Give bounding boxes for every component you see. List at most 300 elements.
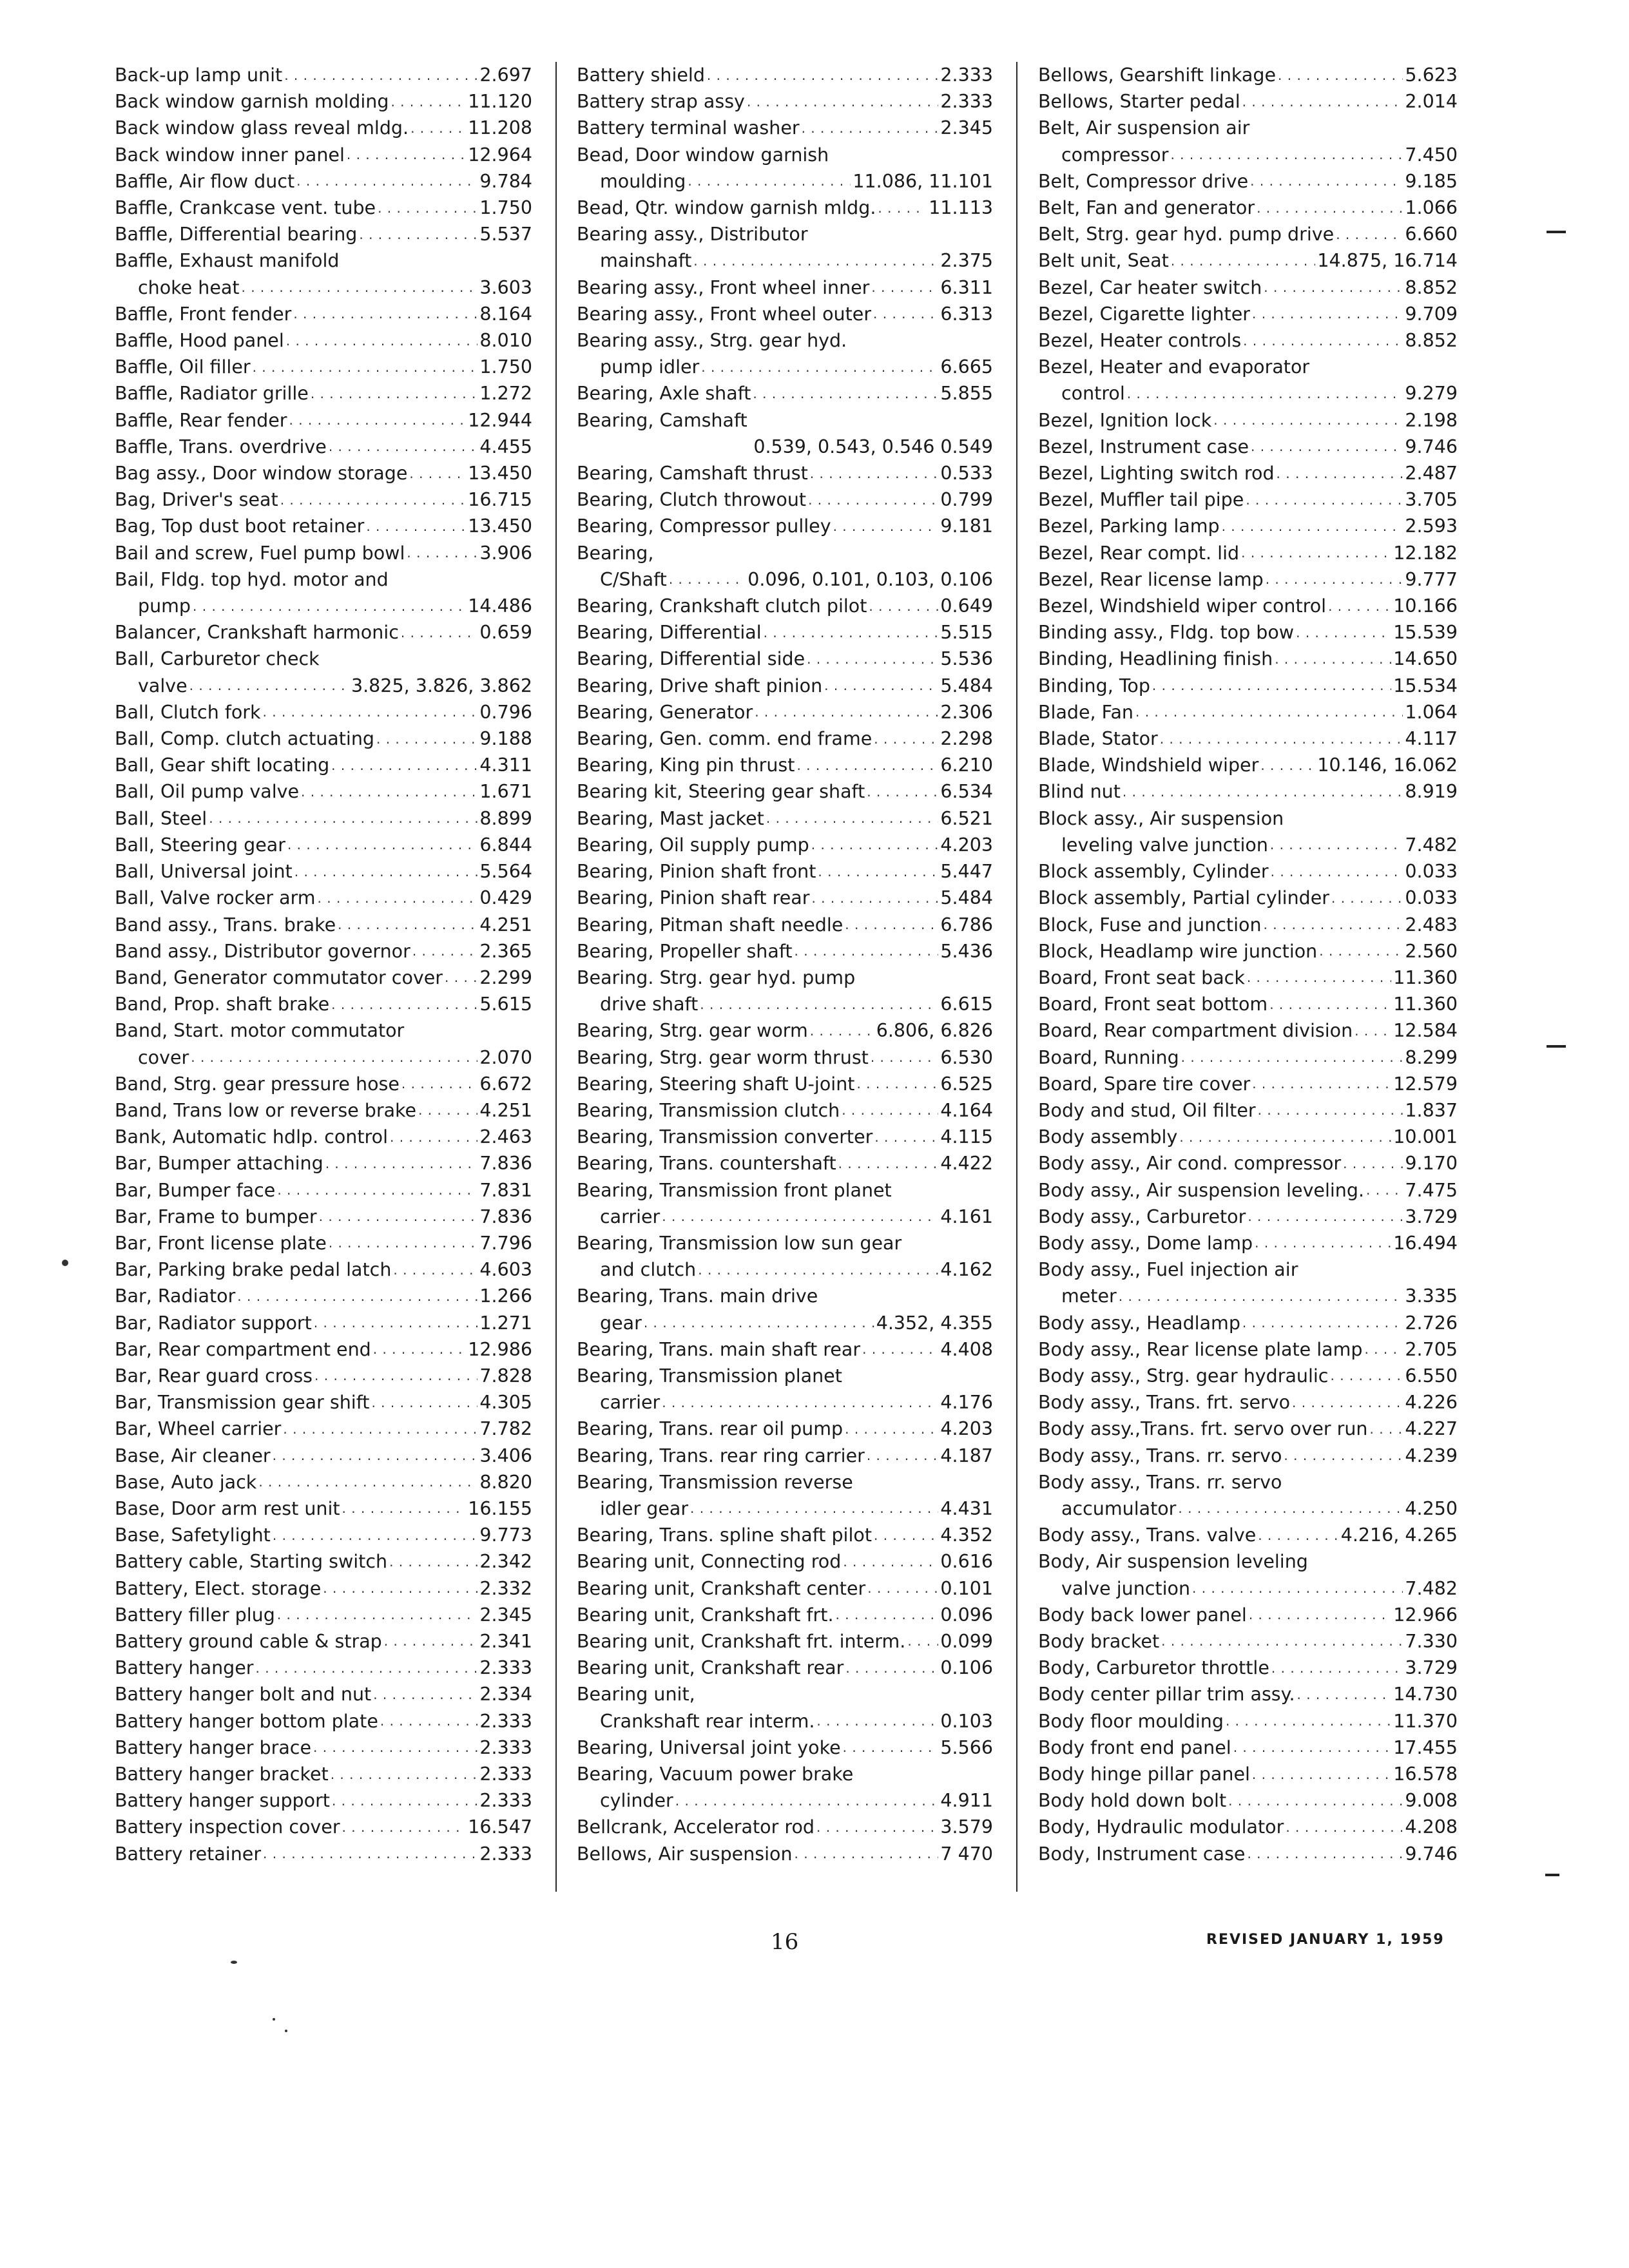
index-entry — [1038, 434, 1458, 460]
entry-label: Bellcrank, Accelerator rod — [577, 1816, 815, 1838]
dot-leader — [1296, 620, 1391, 639]
entry-page-ref: 5.536 — [940, 648, 993, 670]
entry-label: valve — [138, 675, 188, 697]
dot-leader — [286, 329, 478, 347]
dot-leader — [836, 1602, 939, 1621]
entry-page-ref: 17.455 — [1393, 1736, 1458, 1758]
index-entry — [115, 115, 532, 141]
dot-leader — [338, 912, 477, 931]
entry-label: Bar, Rear guard cross — [115, 1365, 313, 1387]
entry-label: Bead, Qtr. window garnish mldg. — [577, 197, 876, 219]
entry-label: Battery hanger bracket — [115, 1763, 329, 1785]
dot-leader — [810, 1019, 874, 1037]
entry-page-ref: 8.899 — [479, 807, 532, 829]
entry-label: Block assembly, Cylinder — [1038, 861, 1269, 883]
entry-page-ref: 0.649 — [940, 595, 993, 617]
entry-page-ref: 12.986 — [468, 1338, 532, 1360]
entry-label: Body, Carburetor throttle — [1038, 1657, 1269, 1679]
entry-page-ref: 0.616 — [940, 1551, 993, 1573]
entry-label: idler gear — [600, 1497, 689, 1519]
dot-leader — [843, 1550, 938, 1568]
dot-leader — [1292, 1390, 1403, 1409]
entry-page-ref: 0.033 — [1405, 887, 1458, 909]
entry-label: Bearing unit, Connecting rod — [577, 1551, 842, 1573]
entry-label: Bearing, Compressor pulley — [577, 515, 831, 537]
entry-page-ref: 0.799 — [940, 489, 993, 511]
entry-label: Binding assy., Fldg. top bow — [1038, 622, 1295, 644]
dot-leader — [1331, 886, 1403, 905]
dot-leader — [1275, 647, 1391, 666]
dot-leader — [1226, 1709, 1391, 1727]
index-column-2 — [577, 62, 993, 1867]
dot-leader — [318, 886, 478, 905]
entry-page-ref: 2.463 — [479, 1126, 532, 1148]
entry-label: Bearing, Transmission clutch — [577, 1099, 840, 1121]
dot-leader — [331, 992, 477, 1011]
entry-label: Bar, Radiator support — [115, 1312, 312, 1334]
margin-mark — [1547, 1045, 1566, 1048]
dot-leader — [867, 780, 938, 798]
index-entry — [115, 1283, 532, 1309]
dot-leader — [1213, 408, 1403, 427]
dot-leader — [1336, 222, 1403, 241]
entry-label: Back window glass reveal mldg. — [115, 117, 409, 139]
entry-page-ref: 11.370 — [1393, 1710, 1458, 1732]
dot-leader — [242, 275, 478, 294]
index-entry — [1038, 1522, 1458, 1548]
index-entry — [1038, 832, 1458, 858]
entry-label: Bearing, Trans. countershaft — [577, 1153, 836, 1175]
index-entry — [577, 1655, 993, 1681]
entry-label: Base, Auto jack — [115, 1471, 257, 1493]
dot-leader — [1123, 780, 1403, 798]
entry-label: Baffle, Exhaust manifold — [115, 250, 340, 272]
entry-page-ref: 0.103 — [940, 1710, 993, 1732]
entry-label: Battery strap assy — [577, 91, 745, 113]
entry-page-ref: 7.482 — [1405, 1577, 1458, 1599]
dot-leader — [843, 1735, 939, 1754]
index-entry-heading — [577, 1177, 993, 1204]
entry-label: Bar, Bumper attaching — [115, 1153, 323, 1175]
entry-label: carrier — [600, 1392, 660, 1414]
entry-page-ref: 12.964 — [468, 144, 532, 166]
index-entry — [1038, 407, 1458, 434]
dot-leader — [874, 1523, 938, 1542]
index-entry — [577, 1071, 993, 1097]
entry-label: Belt, Fan and generator — [1038, 197, 1255, 219]
dot-leader — [669, 567, 746, 586]
dot-leader — [283, 1417, 477, 1436]
dot-leader — [753, 381, 938, 400]
entry-label: Bezel, Heater controls — [1038, 330, 1242, 352]
entry-label: Bar, Frame to bumper — [115, 1206, 317, 1227]
entry-page-ref: 0.659 — [479, 622, 532, 644]
index-entry-heading — [115, 566, 532, 593]
dot-leader — [862, 1337, 938, 1356]
entry-label: Battery ground cable & strap — [115, 1630, 382, 1652]
entry-page-ref: 9.279 — [1405, 383, 1458, 405]
entry-page-ref: 3.406 — [479, 1445, 532, 1466]
dot-leader — [1319, 939, 1403, 957]
dot-leader — [384, 1629, 478, 1648]
index-entry-heading — [577, 1761, 993, 1787]
entry-page-ref: 9.185 — [1405, 170, 1458, 192]
entry-page-ref: 2.333 — [479, 1843, 532, 1865]
entry-label: Body assy., Trans. frt. servo — [1038, 1392, 1291, 1414]
dot-leader — [342, 1496, 467, 1515]
entry-page-ref: 8.852 — [1405, 276, 1458, 298]
index-entry — [1038, 1443, 1458, 1469]
index-entry — [1038, 1708, 1458, 1735]
entry-label: Bearing assy., Front wheel outer — [577, 303, 872, 325]
dot-leader — [263, 1841, 477, 1860]
entry-label: Body assy., Rear license plate lamp — [1038, 1338, 1363, 1360]
entry-page-ref: 2.487 — [1405, 463, 1458, 485]
index-entry — [1038, 168, 1458, 195]
entry-label: Battery cable, Starting switch — [115, 1551, 388, 1573]
entry-label: mainshaft — [600, 250, 692, 272]
entry-page-ref: 0.796 — [479, 701, 532, 723]
dot-leader — [833, 514, 939, 533]
dot-leader — [693, 249, 938, 267]
dot-leader — [323, 1576, 477, 1595]
dot-leader — [802, 116, 939, 135]
entry-page-ref: 9.709 — [1405, 303, 1458, 325]
index-entry — [1038, 965, 1458, 991]
entry-page-ref: 0.106 — [940, 1657, 993, 1679]
index-entry — [1038, 991, 1458, 1017]
entry-page-ref: 4.251 — [479, 914, 532, 936]
entry-page-ref: 5.484 — [940, 675, 993, 697]
entry-label: Ball, Steering gear — [115, 834, 285, 856]
entry-page-ref: 8.010 — [479, 330, 532, 352]
entry-label: C/Shaft — [600, 568, 667, 590]
entry-page-ref: 9.773 — [479, 1524, 532, 1546]
index-column-1 — [115, 62, 532, 1867]
index-entry-heading — [1038, 354, 1458, 380]
entry-page-ref: 7.828 — [479, 1365, 532, 1387]
entry-page-ref: 2.333 — [479, 1657, 532, 1679]
entry-label: Blind nut — [1038, 781, 1121, 803]
entry-page-ref: 1.064 — [1405, 701, 1458, 723]
index-entry — [1038, 195, 1458, 221]
entry-page-ref: 14.650 — [1393, 648, 1458, 670]
entry-page-ref: 6.534 — [940, 781, 993, 803]
index-entry — [1038, 858, 1458, 885]
entry-label: Band, Start. motor commutator — [115, 1020, 405, 1042]
index-entry — [577, 1443, 993, 1469]
entry-page-ref: 16.715 — [468, 489, 532, 511]
index-entry — [115, 1761, 532, 1787]
entry-label: Body floor moulding — [1038, 1710, 1224, 1732]
entry-page-ref: 5.615 — [479, 994, 532, 1015]
entry-label: Bearing. Strg. gear hyd. pump — [577, 966, 856, 988]
dot-leader — [811, 886, 938, 905]
entry-page-ref: 4.431 — [940, 1497, 993, 1519]
entry-label: compressor — [1061, 144, 1169, 166]
index-entry — [115, 965, 532, 991]
entry-page-ref: 12.944 — [468, 409, 532, 431]
entry-label: valve junction — [1061, 1577, 1191, 1599]
entry-page-ref: 4.203 — [940, 834, 993, 856]
index-entry — [115, 513, 532, 539]
dot-leader — [390, 1125, 477, 1144]
index-entry — [577, 619, 993, 646]
entry-page-ref: 1.271 — [479, 1312, 532, 1334]
entry-label: Bag assy., Door window storage — [115, 463, 408, 485]
entry-page-ref: 1.750 — [479, 197, 532, 219]
entry-page-ref: 6.521 — [940, 807, 993, 829]
index-entry — [115, 486, 532, 513]
index-entry — [577, 1097, 993, 1124]
entry-page-ref: 9.188 — [479, 728, 532, 750]
index-entry — [115, 885, 532, 911]
dot-leader — [1269, 992, 1391, 1011]
index-entry — [1038, 1336, 1458, 1363]
column-divider — [555, 62, 557, 1892]
index-entry — [577, 726, 993, 752]
entry-label: Battery hanger bolt and nut — [115, 1684, 372, 1706]
index-entry-heading — [1038, 115, 1458, 141]
index-entry — [577, 274, 993, 301]
entry-page-ref: 3.335 — [1405, 1285, 1458, 1307]
dot-leader — [796, 753, 938, 772]
entry-page-ref: 6.806, 6.826 — [876, 1020, 993, 1042]
entry-label: Bearing, Mast jacket — [577, 807, 764, 829]
entry-label: Bail, Fldg. top hyd. motor and — [115, 568, 389, 590]
entry-page-ref: 4.164 — [940, 1099, 993, 1121]
dot-leader — [366, 514, 466, 533]
entry-page-ref: 9.181 — [940, 515, 993, 537]
entry-page-ref: 9.746 — [1405, 1843, 1458, 1865]
index-entry — [115, 805, 532, 832]
entry-page-ref: 2.345 — [479, 1604, 532, 1626]
index-entry — [115, 699, 532, 726]
entry-page-ref: 4.455 — [479, 436, 532, 457]
entry-page-ref: 3.906 — [479, 542, 532, 564]
entry-page-ref: 1.066 — [1405, 197, 1458, 219]
index-entry — [115, 1416, 532, 1442]
entry-label: Bearing, Trans. rear oil pump — [577, 1418, 843, 1440]
entry-label: Bearing, Generator — [577, 701, 753, 723]
dot-leader — [325, 1151, 478, 1170]
entry-page-ref: 2.306 — [940, 701, 993, 723]
dot-leader — [296, 169, 477, 187]
dot-leader — [342, 1815, 467, 1834]
index-entry — [115, 1071, 532, 1097]
entry-label: Bezel, Heater and evaporator — [1038, 356, 1310, 378]
entry-label: Battery filler plug — [115, 1604, 275, 1626]
dot-leader — [1233, 1735, 1392, 1754]
entry-label: Baffle, Trans. overdrive — [115, 436, 327, 457]
entry-page-ref: 7.836 — [479, 1153, 532, 1175]
entry-label: Block, Headlamp wire junction — [1038, 940, 1318, 962]
entry-label: control — [1061, 383, 1125, 405]
dot-leader — [1297, 1682, 1392, 1701]
entry-page-ref: 6.530 — [940, 1046, 993, 1068]
dot-leader — [1248, 1204, 1403, 1223]
entry-label: Baffle, Hood panel — [115, 330, 284, 352]
entry-page-ref: 3.729 — [1405, 1657, 1458, 1679]
index-entry — [1038, 1416, 1458, 1442]
entry-page-ref: 0.101 — [940, 1577, 993, 1599]
index-entry — [115, 168, 532, 195]
entry-page-ref: 5.447 — [940, 861, 993, 883]
dot-leader — [314, 1311, 478, 1329]
entry-label: Back window inner panel — [115, 144, 345, 166]
dot-leader — [1246, 488, 1403, 506]
entry-label: Body and stud, Oil filter — [1038, 1099, 1256, 1121]
dot-leader — [329, 434, 478, 453]
dot-leader — [277, 1602, 478, 1621]
dot-leader — [284, 63, 477, 82]
dot-leader — [838, 1151, 939, 1170]
index-entry — [115, 1495, 532, 1522]
dot-leader — [698, 1258, 938, 1276]
entry-label: Baffle, Rear fender — [115, 409, 287, 431]
entry-page-ref: 4.422 — [940, 1153, 993, 1175]
index-entry — [577, 1389, 993, 1416]
entry-label: Bearing, Transmission planet — [577, 1365, 842, 1387]
dot-leader — [331, 1762, 478, 1781]
index-entry — [1038, 1602, 1458, 1628]
dot-leader — [289, 408, 467, 427]
entry-page-ref: 8.852 — [1405, 330, 1458, 352]
entry-label: Bearing unit, Crankshaft center — [577, 1577, 866, 1599]
entry-label: Bearing, Propeller shaft — [577, 940, 793, 962]
index-entry — [1038, 1735, 1458, 1761]
entry-page-ref: 6.525 — [940, 1073, 993, 1095]
entry-page-ref: 11.113 — [929, 197, 993, 219]
dot-leader — [189, 673, 349, 692]
entry-page-ref: 2.726 — [1405, 1312, 1458, 1334]
index-entry — [1038, 938, 1458, 965]
entry-label: Battery inspection cover — [115, 1816, 340, 1838]
entry-label: pump — [138, 595, 191, 617]
entry-label: Baffle, Radiator grille — [115, 383, 309, 405]
entry-page-ref: 3.579 — [940, 1816, 993, 1838]
index-entry — [115, 1363, 532, 1389]
entry-label: Battery terminal washer — [577, 117, 800, 139]
index-entry — [115, 1204, 532, 1230]
dot-leader — [237, 1284, 477, 1303]
entry-label: Block assembly, Partial cylinder — [1038, 887, 1329, 909]
dot-leader — [1243, 329, 1403, 347]
index-entry — [1038, 1655, 1458, 1681]
index-entry — [115, 1097, 532, 1124]
index-entry — [115, 858, 532, 885]
entry-label: Bearing, Crankshaft clutch pilot — [577, 595, 867, 617]
entry-page-ref: 7.482 — [1405, 834, 1458, 856]
entry-page-ref: 2.333 — [940, 91, 993, 113]
entry-label: Baffle, Oil filler — [115, 356, 251, 378]
entry-label: Bar, Rear compartment end — [115, 1338, 371, 1360]
entry-label: Ball, Carburetor check — [115, 648, 320, 670]
dot-leader — [1250, 169, 1403, 187]
index-entry — [1038, 593, 1458, 619]
index-entry — [577, 673, 993, 699]
entry-label: Battery shield — [577, 64, 705, 86]
entry-page-ref: 9.170 — [1405, 1153, 1458, 1175]
entry-label: Bearing, Camshaft — [577, 409, 747, 431]
dot-leader — [907, 1629, 938, 1648]
dot-leader — [1222, 514, 1403, 533]
entry-label: Baffle, Differential bearing — [115, 224, 358, 245]
entry-label: Board, Running — [1038, 1046, 1179, 1068]
entry-label: Body assy., Trans. rr. servo — [1038, 1445, 1282, 1466]
entry-page-ref: 11.086, 11.101 — [853, 170, 993, 192]
dot-leader — [1152, 673, 1391, 692]
entry-label: Bezel, Parking lamp — [1038, 515, 1220, 537]
index-entry — [115, 88, 532, 115]
entry-label: Bar, Wheel carrier — [115, 1418, 282, 1440]
entry-label: Band, Strg. gear pressure hose — [115, 1073, 400, 1095]
dot-leader — [1249, 1602, 1391, 1621]
entry-label: Ball, Gear shift locating — [115, 754, 330, 776]
entry-page-ref: 6.665 — [940, 356, 993, 378]
entry-page-ref: 8.164 — [479, 303, 532, 325]
dot-leader — [700, 992, 938, 1011]
entry-label: Band assy., Trans. brake — [115, 914, 336, 936]
entry-page-ref: 2.333 — [479, 1710, 532, 1732]
entry-label: Crankshaft rear interm. — [600, 1710, 815, 1732]
entry-page-ref: 0.096, 0.101, 0.103, 0.106 — [747, 568, 993, 590]
dot-leader — [331, 753, 477, 772]
entry-label: Back-up lamp unit — [115, 64, 283, 86]
entry-page-ref: 5.564 — [479, 861, 532, 883]
index-entry — [1038, 1283, 1458, 1309]
entry-label: Body assy., Strg. gear hydraulic — [1038, 1365, 1329, 1387]
index-entry — [577, 1416, 993, 1442]
entry-page-ref: 7.330 — [1405, 1630, 1458, 1652]
index-entry — [1038, 778, 1458, 805]
entry-page-ref: 4.161 — [940, 1206, 993, 1227]
dot-leader — [1328, 594, 1391, 613]
index-column-3 — [1038, 62, 1458, 1867]
index-entry — [115, 1708, 532, 1735]
index-entry — [115, 1150, 532, 1177]
entry-label: accumulator — [1061, 1497, 1177, 1519]
dot-leader — [1242, 90, 1403, 108]
entry-page-ref: 4.208 — [1405, 1816, 1458, 1838]
index-entry — [1038, 486, 1458, 513]
dot-leader — [1271, 860, 1403, 878]
index-entry — [1038, 513, 1458, 539]
entry-page-ref: 5.436 — [940, 940, 993, 962]
index-entry — [577, 1735, 993, 1761]
entry-page-ref: 2.483 — [1405, 914, 1458, 936]
entry-page-ref: 3.603 — [479, 276, 532, 298]
entry-page-ref: 11.120 — [468, 91, 532, 113]
index-entry-heading — [577, 1469, 993, 1495]
index-entry — [577, 912, 993, 938]
index-entry — [1038, 142, 1458, 168]
index-entry — [115, 1469, 532, 1495]
dot-leader — [273, 1523, 478, 1542]
dot-leader — [191, 1045, 477, 1064]
entry-label: Bearing unit, Crankshaft frt. — [577, 1604, 834, 1626]
entry-label: Bearing, Pitman shaft needle — [577, 914, 843, 936]
entry-page-ref: 2.298 — [940, 728, 993, 750]
entry-label: Bead, Door window garnish — [577, 144, 829, 166]
entry-page-ref: 15.539 — [1393, 622, 1458, 644]
entry-label: Body assy., Air cond. compressor — [1038, 1153, 1342, 1175]
entry-label: Bearing, Trans. spline shaft pilot — [577, 1524, 872, 1546]
entry-label: Bearing assy., Distributor — [577, 224, 808, 245]
index-entry — [1038, 1495, 1458, 1522]
index-entry — [1038, 247, 1458, 274]
dot-leader — [314, 1363, 477, 1382]
